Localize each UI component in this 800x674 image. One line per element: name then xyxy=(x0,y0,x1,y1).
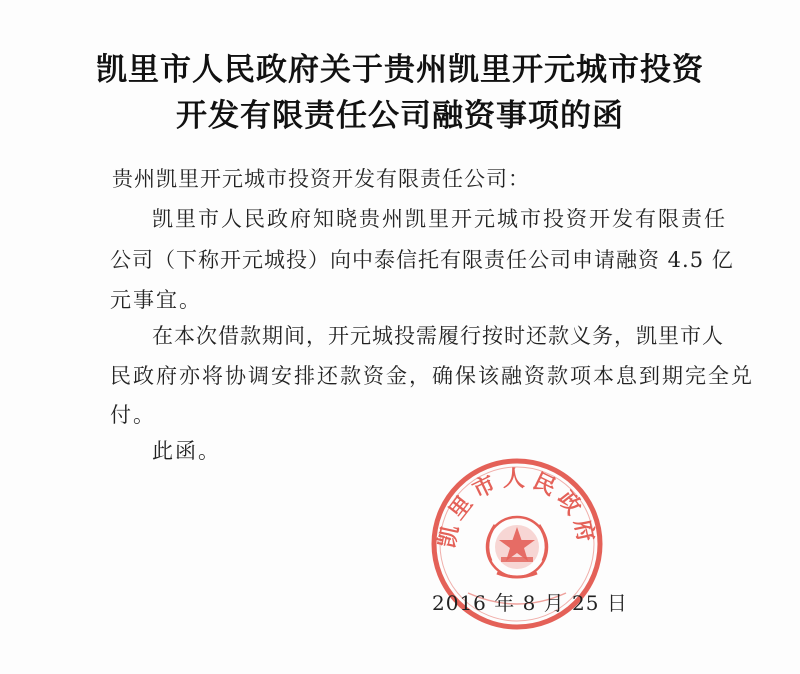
salutation: 贵州凯里开元城市投资开发有限责任公司： xyxy=(112,167,530,191)
document-title-line-2: 开发有限责任公司融资事项的函 xyxy=(176,98,624,134)
paragraph-1-line-1: 凯里市人民政府知晓贵州凯里开元城市投资开发有限责任 xyxy=(152,207,727,231)
document-title-line-1: 凯里市人民政府关于贵州凯里开元城市投资 xyxy=(96,52,704,88)
paragraph-1-line-2: 公司（下称开元城投）向中泰信托有限责任公司申请融资 4.5 亿 xyxy=(110,248,734,272)
paragraph-2-line-2: 民政府亦将协调安排还款资金，确保该融资款项本息到期完全兑 xyxy=(110,364,754,388)
paragraph-2-line-3: 付。 xyxy=(110,403,156,427)
seal-text-path: 凯里市人民政府 xyxy=(434,466,600,550)
paragraph-1-line-3: 元事宜。 xyxy=(110,288,202,312)
closing-remark: 此函。 xyxy=(152,439,221,463)
national-emblem-icon xyxy=(487,517,547,577)
paragraph-2-line-1: 在本次借款期间，开元城投需履行按时还款义务，凯里市人 xyxy=(152,324,724,348)
document-date: 2016 年 8 月 25 日 xyxy=(432,591,628,615)
